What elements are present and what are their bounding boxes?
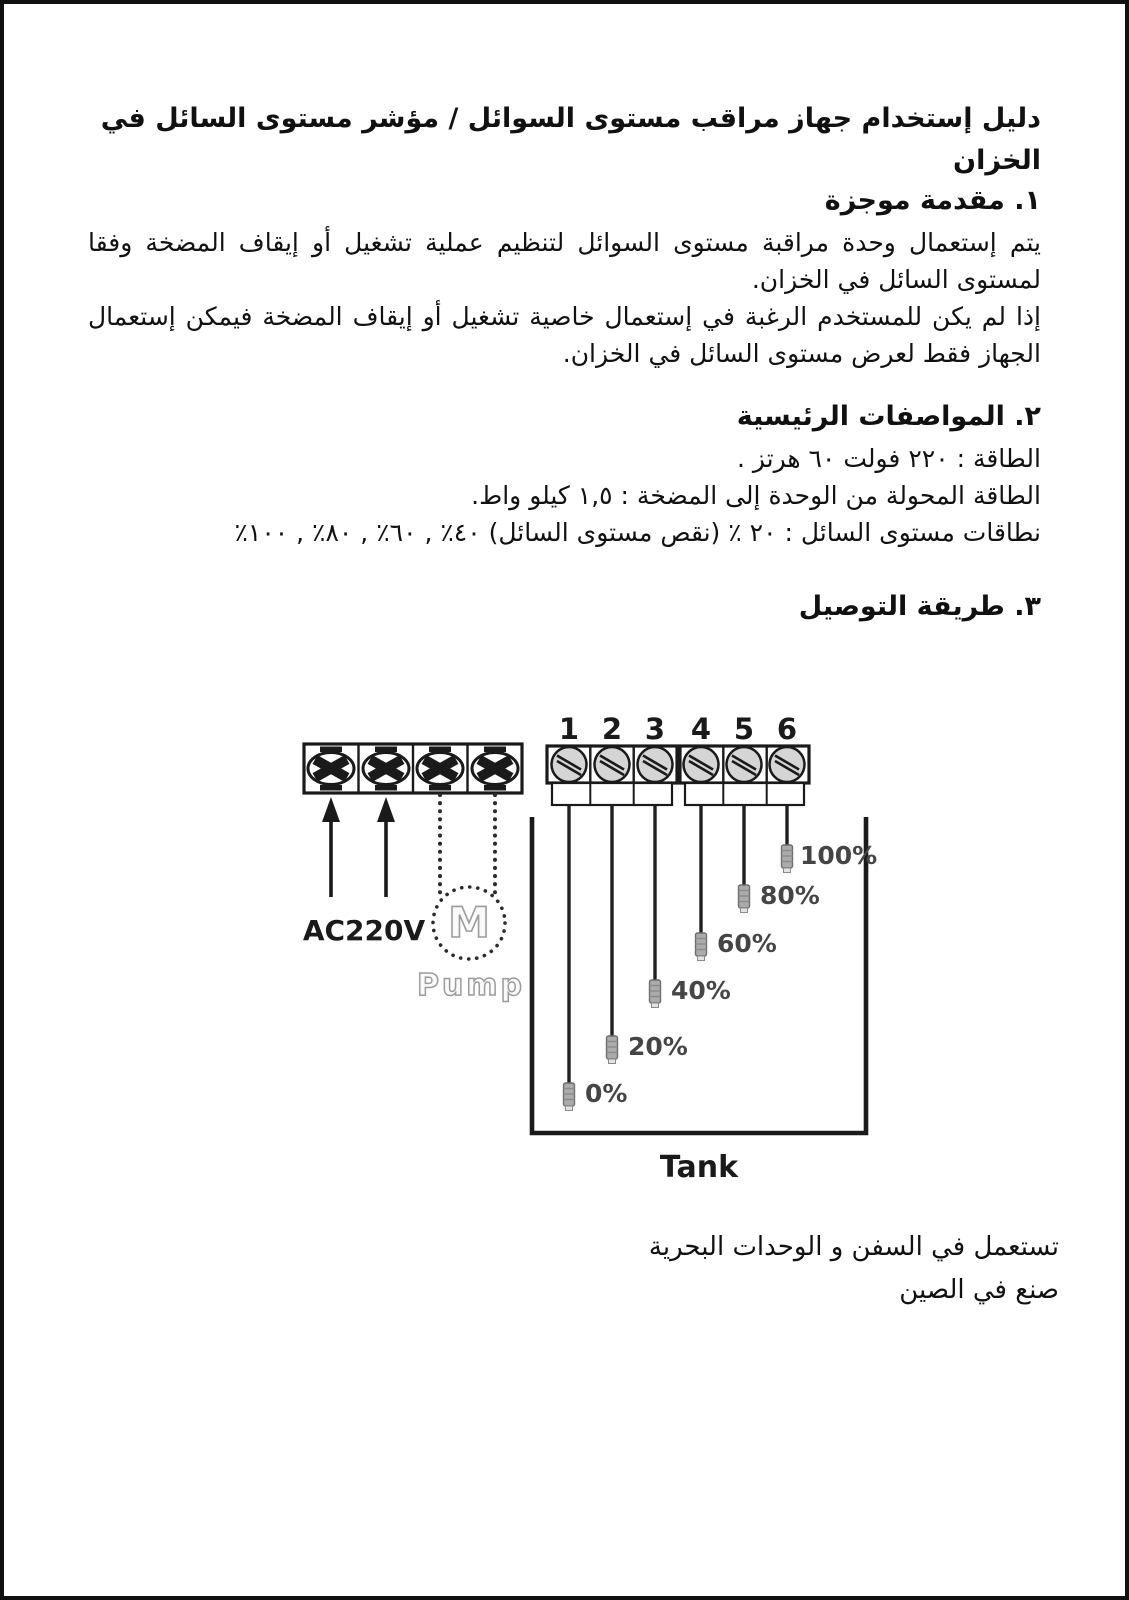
level-electrode-icon: [650, 980, 661, 1008]
tank-label: Tank: [659, 1150, 739, 1185]
level-label: 0%: [585, 1079, 628, 1108]
level-electrode-icon: [739, 885, 750, 913]
terminal-number: 4: [690, 712, 712, 746]
terminal-number: 3: [644, 712, 666, 746]
section-intro: [88, 182, 1041, 372]
slot-screw-icon: [595, 747, 630, 782]
page-title: دليل إستخدام جهاز مراقب مستوى السوائل / مؤشر مستوى السائل في الخزان: [100, 103, 1041, 176]
intro-paragraph-2: إذا لم يكن للمستخدم الرغبة في إستعمال خاصية تشغيل أو إيقاف المضخة فيمكن إستعمال الجهاز فقط لعرض مستوى السائل في الخزان.: [88, 301, 1041, 368]
intro-heading: ١. مقدمة موجزة: [824, 185, 1041, 216]
wiring-heading: ٣. طريقة التوصيل: [798, 591, 1041, 622]
pump-label: Pump: [416, 968, 526, 1003]
specs-heading: ٢. المواصفات الرئيسية: [736, 401, 1041, 432]
motor-letter: M: [448, 898, 490, 947]
footer-line-usage: تستعمل في السفن و الوحدات البحرية: [648, 1232, 1059, 1262]
intro-paragraph-1: يتم إستعمال وحدة مراقبة مستوى السوائل لتنظيم عملية تشغيل أو إيقاف المضخة وفقا لمستوى السائل في الخزان.: [88, 227, 1041, 294]
footer-line-origin: صنع في الصين: [899, 1275, 1059, 1305]
section-wiring: [88, 588, 1041, 630]
level-electrode-icon: [607, 1036, 618, 1064]
level-label: 100%: [800, 841, 878, 870]
ac-voltage-label: AC220V: [302, 914, 426, 947]
level-label: 40%: [671, 976, 731, 1005]
slot-screw-icon: [638, 747, 673, 782]
slot-screw-icon: [770, 747, 805, 782]
level-electrode-icon: [564, 1083, 575, 1111]
terminal-number: 2: [601, 712, 623, 746]
power-terminal-block: [304, 744, 522, 793]
spec-line-power: الطاقة : ٢٢٠ فولت ٦٠ هرتز .: [736, 443, 1041, 473]
level-electrode-icon: [782, 845, 793, 873]
slot-screw-icon: [552, 747, 587, 782]
sensor-terminal-numbers: [559, 712, 797, 746]
terminal-number: 6: [776, 712, 798, 746]
spec-line-output-power: الطاقة المحولة من الوحدة إلى المضخة : ١,٥ كيلو واط.: [471, 480, 1041, 510]
footer-note: [88, 1226, 1059, 1312]
power-arrow-icon: [322, 797, 340, 897]
wiring-diagram: [4, 680, 1129, 1194]
level-label: 60%: [717, 929, 777, 958]
level-label: 80%: [760, 881, 820, 910]
power-arrow-icon: [377, 797, 395, 897]
sensor-terminal-block: [547, 746, 809, 805]
terminal-number: 1: [558, 712, 580, 746]
level-label: 20%: [628, 1032, 688, 1061]
section-specs: [88, 398, 1041, 551]
slot-screw-icon: [727, 747, 762, 782]
spec-line-level-ranges: نطاقات مستوى السائل : ٢٠ ٪ (نقص مستوى السائل) ٤٠٪ , ٦٠٪ , ٨٠٪ , ١٠٠٪: [234, 517, 1041, 547]
level-electrode-icon: [696, 933, 707, 961]
terminal-number: 5: [733, 712, 755, 746]
slot-screw-icon: [684, 747, 719, 782]
